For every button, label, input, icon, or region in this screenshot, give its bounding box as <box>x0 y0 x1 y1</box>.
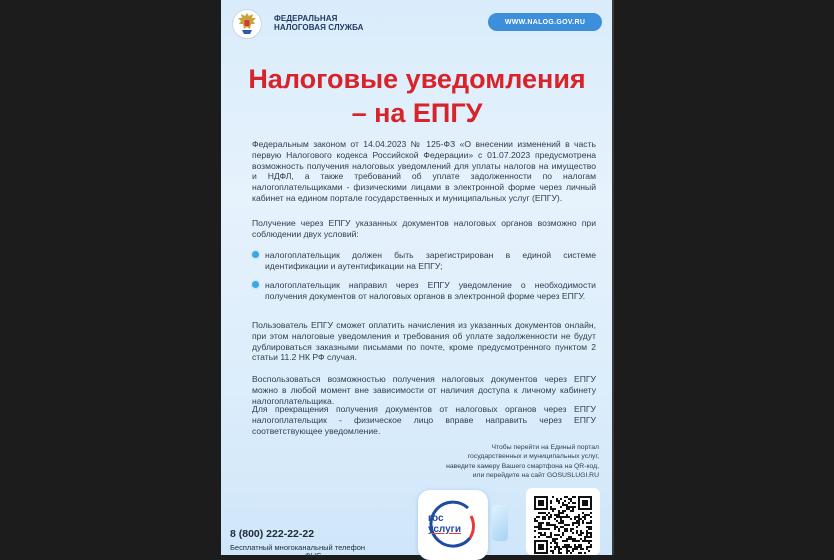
poster <box>221 0 613 560</box>
org-name-line2: НАЛОГОВАЯ СЛУЖБА <box>274 23 364 32</box>
paragraph-law: Федеральным законом от 14.04.2023 № 125-ФЗ «О внесении изменений в часть первую Налогового кодекса Российской Федерации» с 01.07.2023 предусмотрена возможность получения налоговых уведомлений для уплаты налогов на имущество и НДФЛ, а также требований об уплате задолженности по налогам налогоплательщиками - физическими лицами в электронной форме через личный кабинет на едином портале государственных и муниципальных услуг (ЕПГУ). <box>252 139 596 203</box>
double-headed-eagle-emblem-icon <box>232 8 262 40</box>
poster-title-line1: Налоговые уведомления <box>248 64 586 94</box>
gosuslugi-line2: услуги <box>428 524 461 535</box>
gosuslugi-line1: гос <box>428 513 444 524</box>
paragraph-anytime: Воспользоваться возможностью получения налоговых документов через ЕПГУ можно в любой момент вне зависимости от наличия доступа к личному кабинету налогоплательщика. <box>252 374 596 406</box>
qr-code <box>526 488 600 555</box>
gosuslugi-logo <box>418 490 488 560</box>
hotline-phone: 8 (800) 222-22-22 <box>230 528 315 540</box>
list-item-text: налогоплательщик должен быть зарегистрирован в единой системе идентификации и аутентификации на ЕПГУ; <box>265 250 596 271</box>
org-name <box>274 14 364 32</box>
bullet-dot-icon <box>252 281 259 288</box>
org-name-line1: ФЕДЕРАЛЬНАЯ <box>274 14 338 23</box>
qr-hint-line4: или перейдите на сайт GOSUSLUGI.RU <box>472 472 599 480</box>
gosuslugi-wordmark <box>428 513 478 535</box>
qr-code-icon <box>534 496 592 554</box>
decorative-glass-tile <box>492 505 508 541</box>
list-item <box>252 250 596 272</box>
hotline-description-cut: ФНС <box>305 551 322 560</box>
poster-title-line2: – на ЕПГУ <box>351 98 483 128</box>
qr-hint-line1: Чтобы перейти на Единый портал <box>491 444 599 451</box>
site-link-badge[interactable]: WWW.NALOG.GOV.RU <box>488 13 602 31</box>
frame-divider <box>612 0 614 555</box>
paragraph-stop: Для прекращения получения документов от налоговых органов через ЕПГУ налогоплательщик - физическое лицо вправе направить через ЕПГУ соответствующее уведомление. <box>252 404 596 436</box>
list-item-text: налогоплательщик направил через ЕПГУ уведомление о необходимости получения документов от налоговых органов в электронной форме через ЕПГУ. <box>265 280 596 301</box>
list-item <box>252 280 596 302</box>
hotline-description: Бесплатный многоканальный телефон <box>230 543 366 552</box>
paragraph-payment: Пользователь ЕПГУ сможет оплатить начисления из указанных документов онлайн, при этом налоговые уведомления и требования об уплате задолженности не будут дублироваться заказными письмами по почте, кроме предусмотренного пунктом 2 статьи 11.2 НК РФ случая. <box>252 320 596 363</box>
bullet-dot-icon <box>252 251 259 258</box>
paragraph-conditions: Получение через ЕПГУ указанных документов налоговых органов возможно при соблюдении двух условий: <box>252 218 596 239</box>
qr-hint-line2: государственных и муниципальных услуг, <box>467 453 599 461</box>
qr-hint-line3: наведите камеру Вашего смартфона на QR-код, <box>446 462 599 470</box>
poster-title <box>231 62 603 130</box>
qr-hint <box>399 443 599 481</box>
